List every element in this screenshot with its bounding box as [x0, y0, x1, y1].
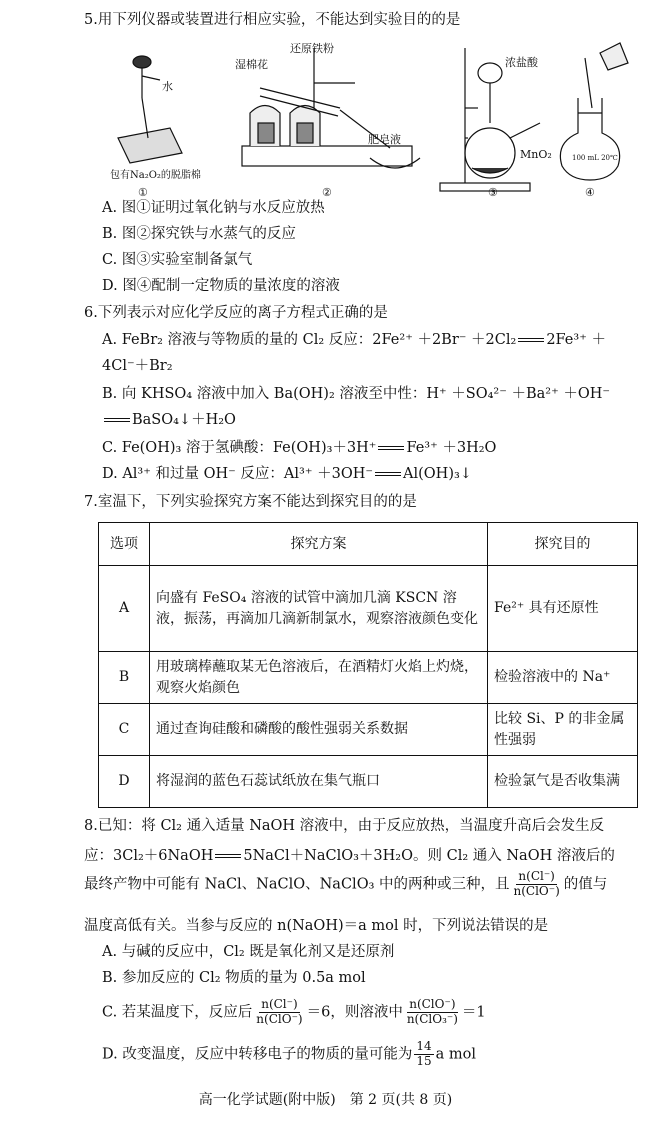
ratio-cl-clo [512, 870, 562, 899]
fig2-base [242, 146, 412, 166]
row-plan: 向盛有 FeSO₄ 溶液的试管中滴加几滴 KSCN 溶液，振荡，再滴加几滴新制氯水，观察溶液颜色变化 [150, 566, 488, 652]
fig4-beaker [600, 43, 628, 70]
fig4-volumetric-flask [560, 98, 619, 180]
q6-option-a [102, 330, 642, 351]
table-row [99, 652, 638, 704]
q8-c-tail: ＝1 [461, 1004, 486, 1021]
row-goal: 检验溶液中的 Na⁺ [488, 652, 638, 704]
q6-stem: 6.下列表示对应化学反应的离子方程式正确的是 [84, 305, 388, 321]
fraction-numerator: n(ClO⁻) [409, 997, 456, 1011]
table-row [99, 704, 638, 756]
equals-sign [215, 854, 241, 858]
q5-option-a: A. 图①证明过氧化钠与水反应放热 [102, 200, 325, 216]
q8-option-d [102, 1040, 642, 1069]
q8-line-4: 温度高低有关。当参与反应的 n(NaOH)＝a mol 时，下列说法错误的是 [84, 918, 549, 934]
row-option: B [99, 652, 150, 704]
row-goal: Fe²⁺ 具有还原性 [488, 566, 638, 652]
table-row [99, 756, 638, 808]
table-row [99, 566, 638, 652]
row-goal: 比较 Si、P 的非金属性强弱 [488, 704, 638, 756]
equals-sign [378, 446, 404, 450]
fraction-denominator: n(ClO⁻) [256, 1011, 303, 1026]
q6-option-b: B. 向 KHSO₄ 溶液中加入 Ba(OH)₂ 溶液至中性：H⁺ ＋SO₄²⁻ ＋Ba²⁺ ＋OH⁻ [102, 386, 611, 402]
q6-option-b-cont [102, 410, 642, 431]
q8-option-c [102, 998, 642, 1027]
q6-c-right: Fe³⁺ ＋3H₂O [406, 440, 497, 456]
q5-figures [100, 38, 640, 198]
q8-line-1: 8.已知：将 Cl₂ 通入适量 NaOH 溶液中，由于反应放热，当温度升高后会发生反 [84, 818, 605, 834]
row-plan: 将湿润的蓝色石蕊试纸放在集气瓶口 [150, 756, 488, 808]
fig4-flask-label: 100 mL 20℃ [572, 154, 618, 162]
header-plan: 探究方案 [150, 523, 488, 566]
q5-option-b: B. 图②探究铁与水蒸气的反应 [102, 226, 296, 242]
q8-line-2 [84, 846, 644, 867]
fig3-base [440, 183, 530, 191]
fig2-label: ② [322, 186, 332, 198]
header-option: 选项 [99, 523, 150, 566]
fraction-numerator: 14 [416, 1039, 432, 1053]
row-option: D [99, 756, 150, 808]
fig1-dropper-bulb [133, 56, 151, 68]
q6-option-c [102, 438, 642, 459]
q8-line-3 [84, 870, 644, 899]
q6-d-right: Al(OH)₃↓ [403, 466, 472, 482]
fig2-iron-label: 还原铁粉 [290, 42, 334, 55]
q8-c-mid: ＝6，则溶液中 [306, 1004, 403, 1021]
equals-sign [375, 472, 401, 476]
header-goal: 探究目的 [488, 523, 638, 566]
q6-option-d [102, 464, 642, 485]
fraction-numerator: n(Cl⁻) [518, 869, 555, 883]
fraction-denominator: n(ClO₃⁻) [406, 1011, 458, 1026]
row-option: C [99, 704, 150, 756]
q8-eq-right: 5NaCl＋NaClO₃＋3H₂O。则 Cl₂ 通入 NaOH 溶液后的 [243, 848, 615, 864]
q8-line-3-text: 最终产物中可能有 NaCl、NaClO、NaClO₃ 中的两种或三种，且 [84, 876, 510, 893]
fig3-label: ③ [488, 186, 498, 198]
q6-a-left: A. FeBr₂ 溶液与等物质的量的 Cl₂ 反应：2Fe²⁺ ＋2Br⁻ ＋2Cl₂ [102, 332, 517, 348]
fraction-14-15 [414, 1040, 433, 1069]
fig1-water-label: 水 [162, 80, 173, 93]
equals-sign [518, 338, 544, 342]
q5-stem: 5.用下列仪器或装置进行相应实验，不能达到实验目的的是 [84, 12, 461, 28]
q8-d-tail: a mol [435, 1046, 476, 1063]
row-option: A [99, 566, 150, 652]
fig3-funnel [478, 63, 502, 83]
fig1-label: ① [138, 186, 148, 198]
q6-option-a-cont: 4Cl⁻＋Br₂ [102, 358, 173, 374]
q6-a-right: 2Fe³⁺ ＋ [546, 332, 606, 348]
q5-option-d: D. 图④配制一定物质的量浓度的溶液 [102, 278, 340, 294]
fig2-cotton-label: 湿棉花 [235, 58, 268, 71]
q8-option-b: B. 参加反应的 Cl₂ 物质的量为 0.5a mol [102, 970, 366, 986]
fraction-denominator: 15 [416, 1053, 432, 1068]
q6-d-left: D. Al³⁺ 和过量 OH⁻ 反应：Al³⁺ ＋3OH⁻ [102, 466, 374, 482]
q8-eq-left: 应：3Cl₂＋6NaOH [84, 848, 214, 864]
fig3-mno2-label: MnO₂ [520, 148, 552, 161]
row-goal: 检验氯气是否收集满 [488, 756, 638, 808]
fig1-caption: 包有Na₂O₂的脱脂棉 [110, 170, 201, 181]
page-footer: 高一化学试题(附中版) 第 2 页(共 8 页) [198, 1092, 453, 1108]
q7-table [98, 522, 638, 808]
ratio-clo-clo3 [405, 998, 460, 1027]
table-header-row [99, 523, 638, 566]
fig2-soap-label: 肥皂液 [368, 133, 401, 146]
row-plan: 用玻璃棒蘸取某无色溶液后，在酒精灯火焰上灼烧，观察火焰颜色 [150, 652, 488, 704]
fraction-numerator: n(Cl⁻) [261, 997, 298, 1011]
row-plan: 通过查询硅酸和磷酸的酸性强弱关系数据 [150, 704, 488, 756]
equals-sign [104, 418, 130, 422]
fig1-cotton-pad [118, 128, 182, 163]
ratio-cl-clo [254, 998, 304, 1027]
apparatus-diagram [100, 38, 640, 198]
q6-b-right: BaSO₄↓＋H₂O [132, 412, 236, 428]
fig4-label: ④ [585, 186, 595, 198]
q8-d-text: D. 改变温度，反应中转移电子的物质的量可能为 [102, 1046, 413, 1063]
q8-line-3-tail: 的值与 [563, 876, 608, 893]
fig3-hcl-label: 浓盐酸 [505, 56, 538, 69]
fraction-denominator: n(ClO⁻) [513, 883, 560, 898]
q8-option-a: A. 与碱的反应中，Cl₂ 既是氧化剂又是还原剂 [102, 944, 395, 960]
q7-stem: 7.室温下，下列实验探究方案不能达到探究目的的是 [84, 494, 417, 510]
q5-option-c: C. 图③实验室制备氯气 [102, 252, 253, 268]
q8-c-text: C. 若某温度下，反应后 [102, 1004, 253, 1021]
q6-c-left: C. Fe(OH)₃ 溶于氢碘酸：Fe(OH)₃＋3H⁺ [102, 440, 377, 456]
